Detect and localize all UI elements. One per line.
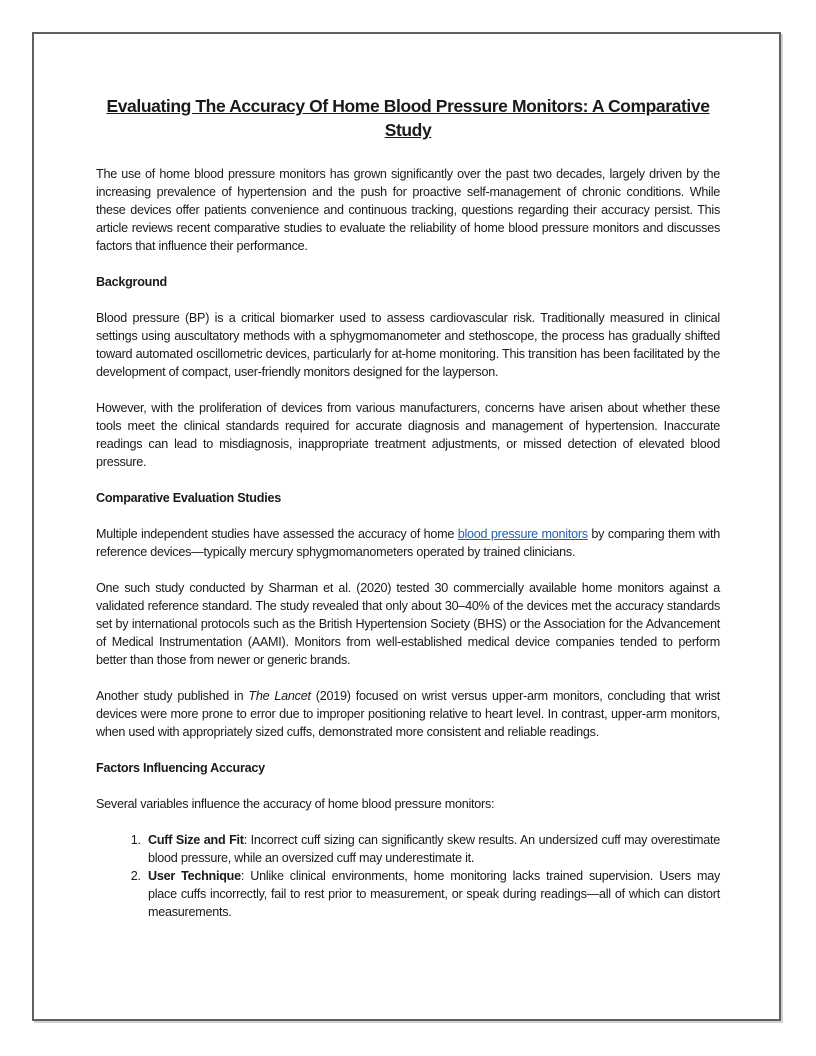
list-item bbox=[144, 867, 720, 921]
text-run: Another study published in bbox=[96, 689, 249, 703]
blood-pressure-monitors-link[interactable]: blood pressure monitors bbox=[457, 527, 588, 541]
list-item-text: : Incorrect cuff sizing can significantly skew results. An undersized cuff may overestimate blood pressure, while an oversized cuff may underestimate it. bbox=[148, 833, 720, 865]
factors-list bbox=[96, 831, 720, 921]
background-paragraph-1: Blood pressure (BP) is a critical biomarker used to assess cardiovascular risk. Traditionally measured in clinical settings using auscultatory methods with a sphygmomanometer and stethoscope, the process has gradually shifted toward automated oscillometric devices, particularly for at-home monitoring. This transition has been facilitated by the development of compact, user-friendly monitors designed for the layperson. bbox=[96, 311, 720, 379]
intro-paragraph: The use of home blood pressure monitors has grown significantly over the past two decades, largely driven by the increasing prevalence of hypertension and the push for proactive self-management of chronic conditions. While these devices offer patients convenience and continuous tracking, questions regarding their accuracy persist. This article reviews recent comparative studies to evaluate the reliability of home blood pressure monitors and discusses factors that influence their performance. bbox=[96, 167, 720, 253]
section-heading-comparative: Comparative Evaluation Studies bbox=[96, 491, 281, 505]
background-paragraph-2: However, with the proliferation of devices from various manufacturers, concerns have arisen about whether these tools meet the clinical standards required for accurate diagnosis and management of hypertension. Inaccurate readings can lead to misdiagnosis, inappropriate treatment adjustments, or missed detection of elevated blood pressure. bbox=[96, 401, 720, 469]
factors-intro: Several variables influence the accuracy of home blood pressure monitors: bbox=[96, 797, 495, 811]
text-run: (2019) focused on wrist versus upper-arm monitors, concluding that wrist devices were more prone to error due to improper positioning relative to heart level. In contrast, upper-arm monitors, when used with appropriately sized cuffs, demonstrated more consistent and reliable readings. bbox=[96, 689, 720, 739]
journal-name: The Lancet bbox=[248, 689, 311, 703]
text-run: by comparing them with reference devices—typically mercury sphygmomanometers operated by trained clinicians. bbox=[96, 527, 720, 559]
list-item bbox=[144, 831, 720, 867]
section-heading-factors: Factors Influencing Accuracy bbox=[96, 761, 265, 775]
comparative-paragraph-1 bbox=[96, 525, 720, 561]
list-item-text: : Unlike clinical environments, home monitoring lacks trained supervision. Users may place cuffs incorrectly, fail to rest prior to measurement, or speak during readings—all of which can distort measurements. bbox=[148, 869, 720, 919]
comparative-paragraph-2: One such study conducted by Sharman et al. (2020) tested 30 commercially available home monitors against a validated reference standard. The study revealed that only about 30–40% of the devices met the accuracy standards set by international protocols such as the British Hypertension Society (BHS) or the Association for the Advancement of Medical Instrumentation (AAMI). Monitors from well-established medical device companies tended to perform better than those from newer or generic brands. bbox=[96, 581, 720, 667]
text-run: Multiple independent studies have assessed the accuracy of home bbox=[96, 527, 458, 541]
document-body bbox=[96, 94, 720, 921]
document-title: Evaluating The Accuracy Of Home Blood Pressure Monitors: A Comparative Study bbox=[106, 96, 710, 140]
list-item-label: Cuff Size and Fit bbox=[148, 833, 244, 847]
list-item-label: User Technique bbox=[148, 869, 241, 883]
section-heading-background: Background bbox=[96, 275, 167, 289]
comparative-paragraph-3 bbox=[96, 687, 720, 741]
